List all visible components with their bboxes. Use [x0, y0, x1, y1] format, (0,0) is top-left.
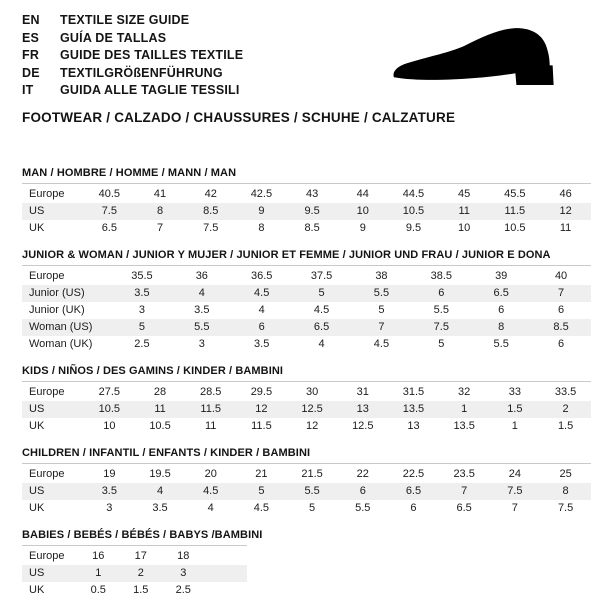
size-value-cell: 4 — [198, 287, 205, 299]
table-row — [22, 483, 591, 500]
row-label: Junior (UK) — [29, 304, 85, 316]
size-value-cell: 16 — [92, 550, 105, 562]
table-row — [22, 220, 591, 237]
size-value-cell: 9.5 — [405, 222, 422, 234]
size-value-cell — [205, 565, 248, 582]
table-row — [22, 268, 591, 285]
size-table — [22, 548, 247, 599]
size-value-cell: 3 — [138, 304, 145, 316]
table-row — [22, 548, 247, 565]
size-value-cell: 28.5 — [200, 386, 222, 398]
size-value-cell: 44.5 — [402, 188, 425, 200]
size-value-cell: 28 — [153, 386, 167, 398]
size-value-cell: 6 — [258, 321, 265, 333]
size-value-cell: 44 — [356, 188, 369, 200]
size-value-cell: 6 — [558, 304, 565, 316]
row-label: US — [29, 205, 45, 217]
size-value-cell: 7 — [156, 222, 164, 234]
dress-shoe-icon — [388, 20, 584, 104]
size-value-cell: 45.5 — [504, 188, 526, 200]
table-row — [22, 384, 591, 401]
size-value-cell: 6 — [410, 502, 417, 514]
size-value-cell: 6.5 — [493, 287, 509, 299]
size-value-cell: 5.5 — [433, 304, 449, 316]
size-value-cell: 10.5 — [98, 403, 121, 415]
size-table-wrap — [22, 545, 247, 599]
row-label: Woman (UK) — [29, 338, 93, 350]
size-value-cell: 3.5 — [152, 502, 168, 514]
size-value-cell: 8.5 — [553, 321, 569, 333]
language-guide-title: TEXTILGRÖßENFÜHRUNG — [60, 65, 223, 80]
size-value-cell: 21 — [255, 468, 268, 480]
section-title: KIDS / NIÑOS / DES GAMINS / KINDER / BAMBINI — [22, 364, 284, 377]
size-value-cell: 19.5 — [149, 468, 171, 480]
size-value-cell: 7.5 — [203, 222, 219, 234]
table-row — [22, 418, 591, 435]
size-value-cell: 8 — [498, 321, 505, 333]
size-value-cell: 40 — [554, 270, 568, 282]
size-value-cell: 30 — [305, 386, 319, 398]
row-label: UK — [29, 584, 45, 596]
size-value-cell: 10 — [103, 420, 116, 432]
size-value-cell: 1.5 — [557, 420, 574, 432]
size-value-cell: 12 — [559, 205, 572, 217]
size-value-cell: 11.5 — [200, 403, 222, 415]
size-value-cell: 46 — [559, 188, 572, 200]
size-value-cell: 33.5 — [554, 386, 577, 398]
size-value-cell: 40.5 — [98, 188, 121, 200]
table-row — [22, 500, 591, 517]
size-value-cell: 3.5 — [254, 338, 270, 350]
row-label: UK — [29, 222, 45, 234]
size-value-cell: 3.5 — [134, 287, 150, 299]
size-value-cell: 4 — [258, 304, 265, 316]
size-value-cell: 5.5 — [194, 321, 210, 333]
size-value-cell: 41 — [153, 188, 167, 200]
language-guide-title: GUIDA ALLE TAGLIE TESSILI — [60, 83, 240, 97]
size-value-cell: 3 — [106, 502, 113, 514]
language-guide-title: GUÍA DE TALLAS — [60, 30, 167, 45]
size-value-cell: 5.5 — [493, 338, 509, 350]
size-value-cell: 38 — [375, 270, 388, 282]
size-value-cell: 11.5 — [251, 420, 272, 432]
size-value-cell: 10.5 — [504, 222, 526, 234]
size-value-cell: 12 — [255, 403, 268, 415]
size-value-cell: 43 — [305, 188, 319, 200]
size-table — [22, 384, 591, 435]
size-value-cell: 9 — [359, 222, 366, 234]
size-value-cell: 39 — [495, 270, 508, 282]
size-value-cell: 10 — [458, 222, 471, 234]
table-row — [22, 336, 591, 353]
row-label: Europe — [29, 188, 65, 200]
size-value-cell: 8.5 — [304, 222, 320, 234]
size-value-cell: 0.5 — [90, 584, 106, 596]
size-value-cell: 6.5 — [456, 502, 472, 514]
size-value-cell: 17 — [134, 550, 147, 562]
size-value-cell: 6 — [558, 338, 565, 350]
size-value-cell — [205, 582, 248, 599]
size-value-cell: 25 — [559, 468, 572, 480]
size-value-cell: 33 — [508, 386, 521, 398]
size-value-cell: 8 — [562, 485, 569, 497]
size-value-cell: 31.5 — [402, 386, 425, 398]
size-value-cell: 5.5 — [304, 485, 320, 497]
size-value-cell: 5 — [138, 321, 145, 333]
size-value-cell: 19 — [103, 468, 116, 480]
size-value-cell: 38.5 — [430, 270, 453, 282]
size-value-cell: 7.5 — [433, 321, 449, 333]
size-value-cell: 5 — [258, 485, 265, 497]
language-code: FR — [22, 48, 40, 62]
size-value-cell: 8 — [258, 222, 265, 234]
size-value-cell: 1.5 — [133, 584, 149, 596]
size-value-cell: 22.5 — [402, 468, 425, 480]
size-value-cell: 45 — [458, 188, 471, 200]
size-table-wrap — [22, 463, 591, 517]
size-value-cell: 6 — [498, 304, 505, 316]
size-section — [22, 447, 585, 517]
size-section — [22, 167, 585, 237]
size-value-cell: 11 — [205, 420, 217, 432]
size-value-cell: 10.5 — [149, 420, 171, 432]
size-value-cell: 31 — [356, 386, 369, 398]
size-value-cell: 5 — [318, 287, 325, 299]
size-value-cell: 7 — [558, 287, 565, 299]
size-value-cell: 2 — [137, 567, 144, 579]
language-guide-title: TEXTILE SIZE GUIDE — [60, 13, 190, 27]
table-row — [22, 466, 591, 483]
section-title: MAN / HOMBRE / HOMME / MANN / MAN — [22, 166, 237, 179]
size-value-cell: 27.5 — [98, 386, 121, 398]
size-value-cell: 12.5 — [352, 420, 374, 432]
size-value-cell: 4 — [318, 338, 325, 350]
size-value-cell: 6 — [438, 287, 445, 299]
language-guide-title: GUIDE DES TAILLES TEXTILE — [60, 48, 244, 62]
size-value-cell: 3 — [198, 338, 205, 350]
size-value-cell: 10 — [356, 205, 369, 217]
size-value-cell: 1 — [461, 403, 468, 415]
size-value-cell — [205, 548, 248, 565]
size-value-cell: 29.5 — [250, 386, 273, 398]
size-value-cell: 9 — [258, 205, 265, 217]
table-row — [22, 582, 247, 599]
size-section — [22, 365, 585, 435]
row-label: Woman (US) — [29, 321, 93, 333]
row-label: US — [29, 485, 45, 497]
row-label: UK — [29, 420, 45, 432]
size-value-cell: 9.5 — [304, 205, 320, 217]
size-value-cell: 11 — [154, 403, 166, 415]
size-value-cell: 5.5 — [373, 287, 390, 299]
size-value-cell: 1.5 — [507, 403, 523, 415]
size-table — [22, 268, 591, 353]
size-value-cell: 4.5 — [254, 287, 270, 299]
size-value-cell: 36 — [195, 270, 208, 282]
section-title: JUNIOR & WOMAN / JUNIOR Y MUJER / JUNIOR ET FEMME / JUNIOR UND FRAU / JUNIOR E DONA — [22, 248, 551, 261]
size-value-cell: 5.5 — [355, 502, 371, 514]
row-label: US — [29, 567, 45, 579]
size-value-cell: 1 — [95, 567, 102, 579]
language-code: ES — [22, 30, 40, 45]
size-value-cell: 2.5 — [134, 338, 150, 350]
row-label: Junior (US) — [29, 287, 85, 299]
table-row — [22, 302, 591, 319]
language-code: IT — [22, 83, 34, 97]
size-value-cell: 3 — [180, 567, 187, 579]
language-code: EN — [22, 13, 40, 27]
size-value-cell: 8 — [156, 205, 164, 217]
size-value-cell: 6.5 — [313, 321, 330, 333]
size-section — [22, 529, 585, 599]
size-value-cell: 11.5 — [504, 205, 526, 217]
table-row — [22, 565, 247, 582]
size-value-cell: 7.5 — [101, 205, 117, 217]
table-row — [22, 401, 591, 418]
row-label: Europe — [29, 468, 65, 480]
size-value-cell: 7 — [378, 321, 385, 333]
size-value-cell: 21.5 — [301, 468, 323, 480]
size-table — [22, 466, 591, 517]
size-value-cell: 23.5 — [453, 468, 475, 480]
row-label: Europe — [29, 270, 65, 282]
row-label: UK — [29, 502, 45, 514]
size-value-cell: 42 — [204, 188, 217, 200]
size-tables — [22, 167, 585, 599]
size-value-cell: 1 — [511, 420, 518, 432]
size-value-cell: 7 — [461, 485, 468, 497]
size-value-cell: 36.5 — [250, 270, 273, 282]
size-value-cell: 11 — [458, 205, 470, 217]
size-value-cell: 13.5 — [453, 420, 475, 432]
table-row — [22, 186, 591, 203]
size-value-cell: 4 — [207, 502, 214, 514]
row-label: US — [29, 403, 45, 415]
size-value-cell: 32 — [458, 386, 471, 398]
row-label: Europe — [29, 550, 65, 562]
size-value-cell: 12.5 — [301, 403, 323, 415]
size-value-cell: 18 — [177, 550, 190, 562]
row-label: Europe — [29, 386, 65, 398]
size-value-cell: 13 — [356, 403, 369, 415]
size-value-cell: 37.5 — [310, 270, 333, 282]
size-value-cell: 3.5 — [194, 304, 210, 316]
size-value-cell: 7.5 — [507, 485, 523, 497]
size-value-cell: 6 — [359, 485, 366, 497]
size-value-cell: 4.5 — [313, 304, 330, 316]
size-value-cell: 3.5 — [101, 485, 117, 497]
size-value-cell: 2 — [562, 403, 569, 415]
size-value-cell: 2.5 — [175, 584, 191, 596]
section-title: CHILDREN / INFANTIL / ENFANTS / KINDER / BAMBINI — [22, 446, 311, 459]
table-row — [22, 319, 591, 336]
table-row — [22, 203, 591, 220]
table-row — [22, 285, 591, 302]
size-value-cell: 11 — [559, 222, 572, 234]
size-value-cell: 35.5 — [131, 270, 153, 282]
size-value-cell: 42.5 — [250, 188, 273, 200]
size-table-wrap — [22, 381, 591, 435]
size-value-cell: 4 — [156, 485, 164, 497]
size-value-cell: 6.5 — [101, 222, 117, 234]
category-title: FOOTWEAR / CALZADO / CHAUSSURES / SCHUHE / CALZATURE — [22, 109, 456, 125]
size-value-cell: 22 — [356, 468, 369, 480]
size-value-cell: 7.5 — [557, 502, 574, 514]
size-table-wrap — [22, 265, 591, 353]
size-value-cell: 6.5 — [405, 485, 422, 497]
size-table-wrap — [22, 183, 591, 237]
size-value-cell: 5 — [378, 304, 385, 316]
size-table — [22, 186, 591, 237]
size-section — [22, 249, 585, 353]
size-value-cell: 5 — [438, 338, 445, 350]
language-code: DE — [22, 65, 40, 80]
size-value-cell: 5 — [309, 502, 316, 514]
size-value-cell: 24 — [508, 468, 521, 480]
size-value-cell: 7 — [511, 502, 518, 514]
size-value-cell: 13 — [407, 420, 420, 432]
size-value-cell: 20 — [204, 468, 217, 480]
size-value-cell: 4.5 — [203, 485, 219, 497]
size-value-cell: 8.5 — [203, 205, 219, 217]
size-value-cell: 12 — [305, 420, 319, 432]
size-value-cell: 10.5 — [402, 205, 425, 217]
size-value-cell: 4.5 — [253, 502, 270, 514]
size-value-cell: 13.5 — [402, 403, 425, 415]
size-value-cell: 4.5 — [373, 338, 390, 350]
section-title: BABIES / BEBÉS / BÉBÉS / BABYS /BAMBINI — [22, 528, 263, 541]
